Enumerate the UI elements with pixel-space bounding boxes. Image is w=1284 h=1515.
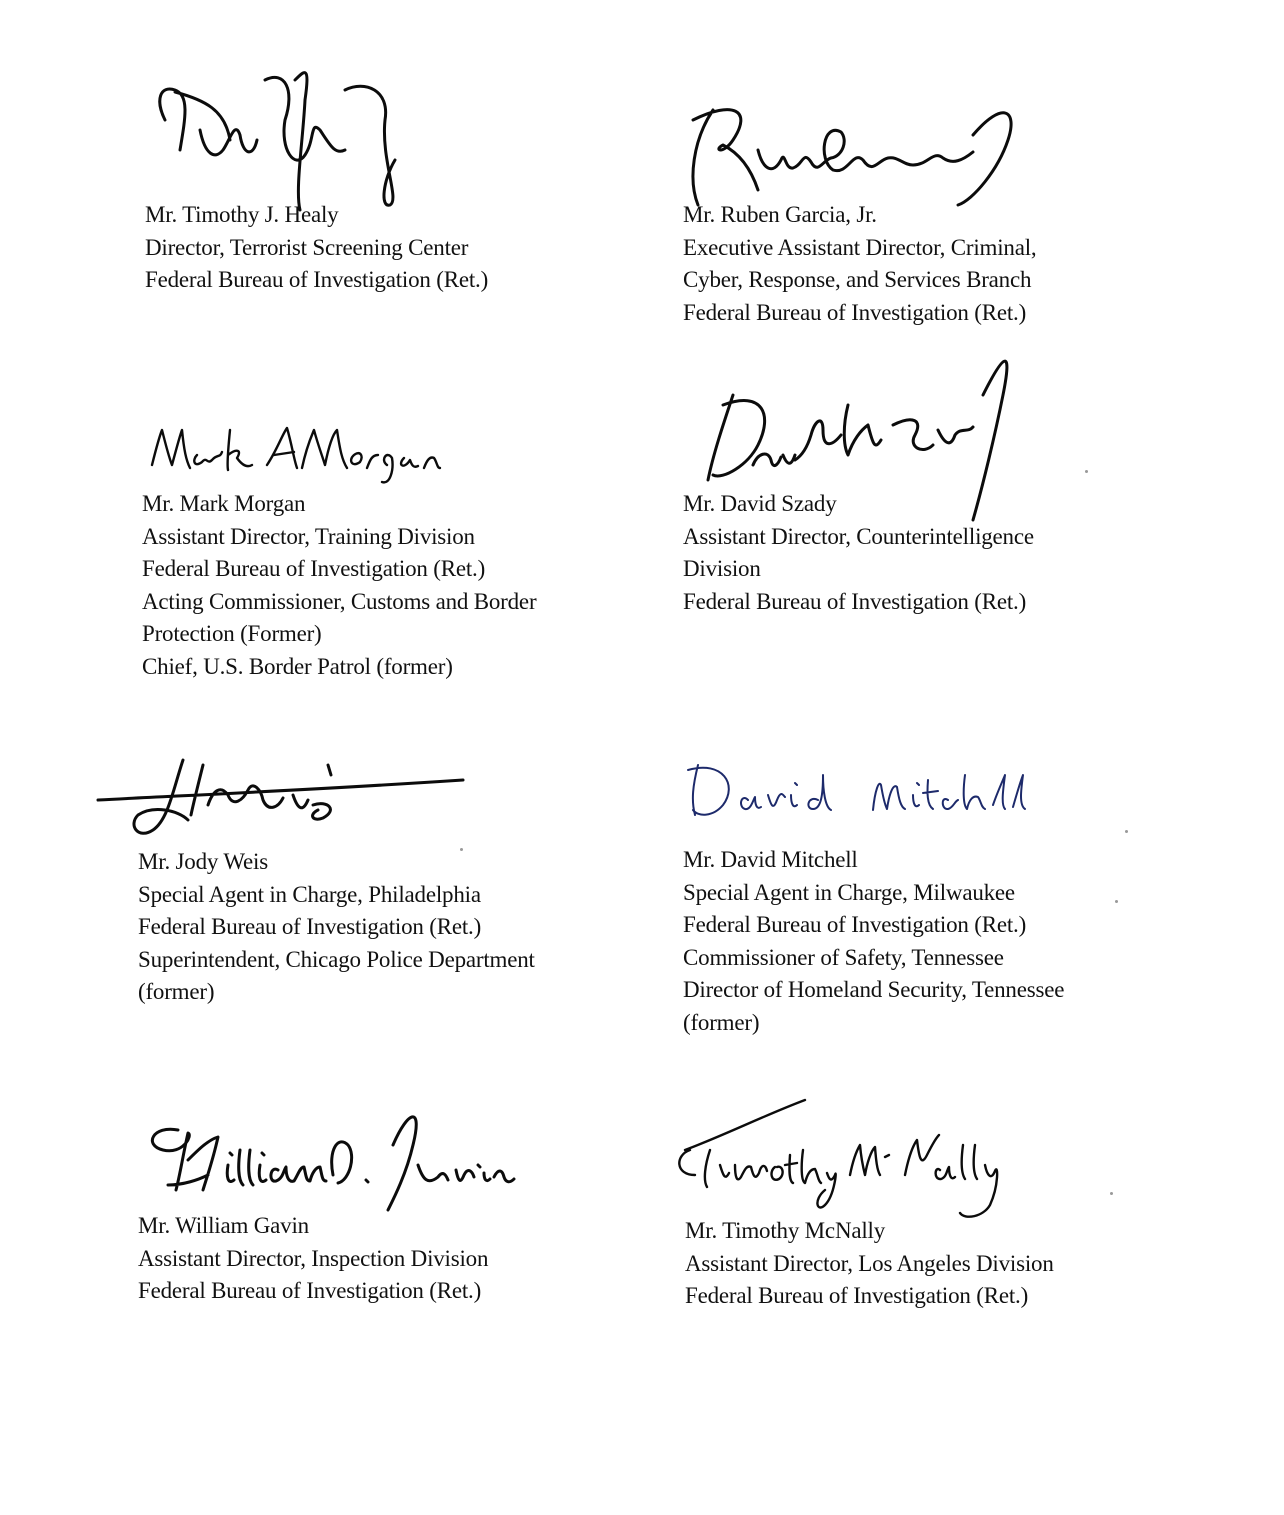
signatory-title: Special Agent in Charge, Milwaukee [683, 879, 1015, 905]
signatory-title: Superintendent, Chicago Police Department [138, 946, 535, 972]
signatory-name: Mr. Timothy McNally [685, 1218, 886, 1243]
scan-speck [1110, 1192, 1113, 1195]
signature-image-morgan [142, 410, 442, 490]
signatory-title: Assistant Director, Counterintelligence [683, 523, 1034, 549]
signatory-title: Federal Bureau of Investigation (Ret.) [683, 299, 1027, 325]
scan-speck [1085, 470, 1088, 473]
signatory-title: Federal Bureau of Investigation (Ret.) [142, 556, 486, 581]
signatory-title: Cyber, Response, and Services Branch [683, 267, 1032, 292]
signatory-title: Commissioner of Safety, Tennessee [683, 944, 1004, 970]
signatory-title: Federal Bureau of Investigation (Ret.) [138, 1278, 482, 1303]
signature-image-healy [145, 60, 425, 220]
signatory-name: Mr. David Mitchell [683, 847, 858, 872]
signatory-title: Federal Bureau of Investigation (Ret.) [685, 1283, 1029, 1308]
signatory-name: Mr. Ruben Garcia, Jr. [683, 202, 877, 227]
signatory-title: Federal Bureau of Investigation (Ret.) [145, 267, 489, 292]
signatory-title: Assistant Director, Inspection Division [138, 1245, 489, 1271]
signature-image-weis [93, 750, 473, 850]
signatory-name: Mr. David Szady [683, 491, 837, 516]
signatory-title: Assistant Director, Training Division [142, 523, 475, 549]
signature-image-mitchell [683, 745, 1073, 835]
signatory-name: Mr. William Gavin [138, 1213, 309, 1238]
scan-speck [460, 848, 463, 851]
signatory-title: (former) [138, 979, 215, 1004]
scan-speck [1125, 830, 1128, 833]
signatory-name: Mr. Timothy J. Healy [145, 202, 339, 227]
signatory-title: (former) [683, 1009, 760, 1035]
scan-speck [1115, 900, 1118, 903]
signatory-title: Division [683, 556, 761, 581]
signatory-title: Acting Commissioner, Customs and Border [142, 588, 537, 614]
signature-image-gavin [138, 1105, 538, 1215]
signatory-title: Federal Bureau of Investigation (Ret.) [138, 914, 482, 939]
signatory-title: Federal Bureau of Investigation (Ret.) [683, 912, 1027, 937]
signatory-title: Protection (Former) [142, 621, 322, 646]
signature-image-mcnally [665, 1095, 1025, 1225]
signatory-title: Director of Homeland Security, Tennessee [683, 977, 1065, 1002]
signatory-name: Mr. Jody Weis [138, 849, 268, 874]
signatory-title: Federal Bureau of Investigation (Ret.) [683, 588, 1027, 614]
signatory-name: Mr. Mark Morgan [142, 491, 306, 516]
signatory-title: Special Agent in Charge, Philadelphia [138, 881, 481, 907]
signatory-title: Chief, U.S. Border Patrol (former) [142, 653, 453, 679]
signatory-title: Executive Assistant Director, Criminal, [683, 234, 1037, 260]
signatory-title: Director, Terrorist Screening Center [145, 234, 469, 260]
signature-image-garcia [673, 80, 1033, 210]
signatory-title: Assistant Director, Los Angeles Division [685, 1250, 1054, 1276]
